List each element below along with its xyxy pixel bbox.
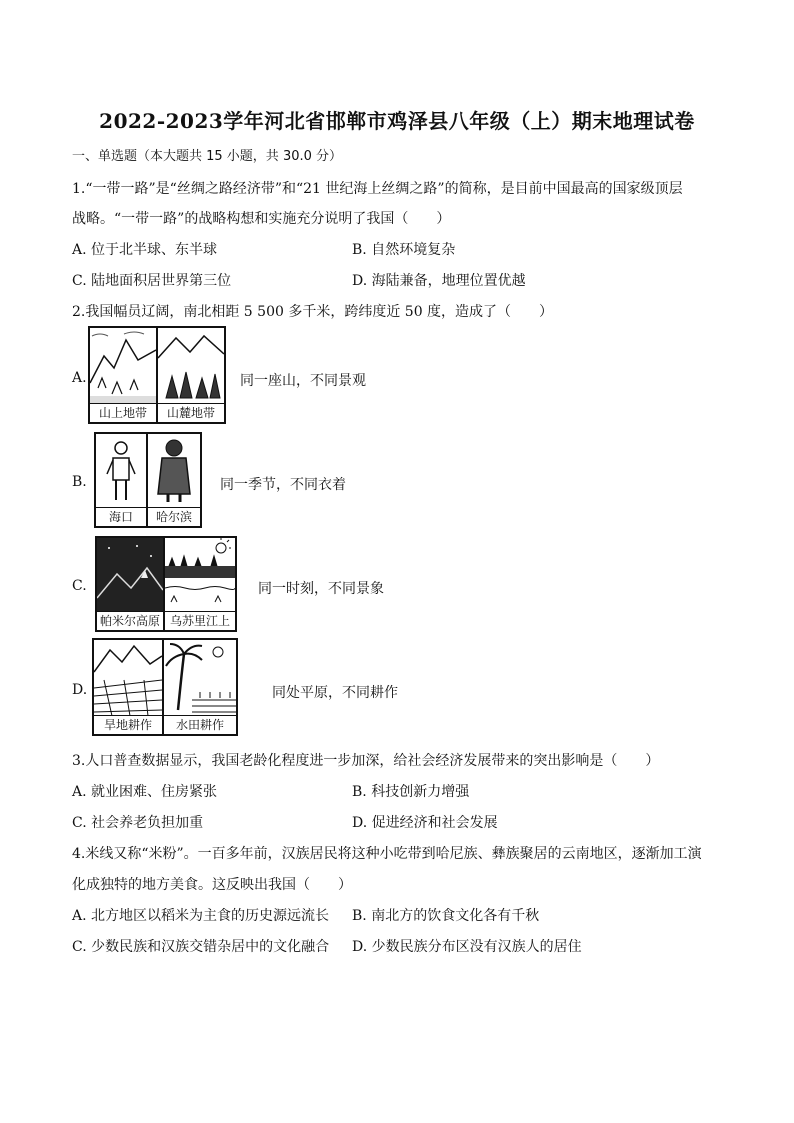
mountain-illustration [90, 328, 156, 404]
q2-stem: 2.我国幅员辽阔，南北相距 5 500 多千米，跨纬度近 50 度，造成了（ ） [72, 304, 554, 320]
q2-d-caption-1: 旱地耕作 [94, 715, 162, 734]
q2-b-picture-haikou [94, 432, 148, 528]
q2-d-caption-2: 水田耕作 [164, 715, 236, 734]
q3-option-a: A. 就业困难、住房紧张 [72, 784, 218, 800]
river-day-scene-illustration [165, 538, 235, 612]
q2-c-picture-pamir [95, 536, 165, 632]
q2-c-caption-2: 乌苏里江上 [165, 611, 235, 630]
q4-option-b: B. 南北方的饮食文化各有千秋 [352, 908, 540, 924]
q2-b-caption-1: 海口 [96, 507, 146, 526]
q2-a-caption-2: 山麓地带 [158, 403, 224, 422]
q4-option-a: A. 北方地区以稻米为主食的历史源远流长 [72, 908, 330, 924]
q2-b-caption-2: 哈尔滨 [148, 507, 200, 526]
q2-option-d-text: 同处平原，不同耕作 [272, 685, 398, 701]
q2-c-picture-wusuli [163, 536, 237, 632]
q2-a-caption-1: 山上地带 [90, 403, 156, 422]
q1-option-a: A. 位于北半球、东半球 [72, 242, 218, 258]
q3-option-d: D. 促进经济和社会发展 [352, 815, 498, 831]
q4-stem-line2: 化成独特的地方美食。这反映出我国（ ） [72, 877, 352, 893]
q1-option-d: D. 海陆兼备，地理位置优越 [352, 273, 526, 289]
q1-option-c: C. 陆地面积居世界第三位 [72, 273, 232, 289]
q1-stem-line1: 1.“一带一路”是“丝绸之路经济带”和“21 世纪海上丝绸之路”的简称，是目前中国最高的国家级顶层 [72, 181, 683, 197]
section-heading: 一、单选题（本大题共 15 小题，共 30.0 分） [72, 149, 343, 164]
dry-field-illustration [94, 640, 162, 716]
q2-a-picture-mountain-foot [156, 326, 226, 424]
q2-option-a-text: 同一座山，不同景观 [240, 373, 366, 389]
q2-option-a-letter: A. [72, 370, 87, 386]
night-scene-illustration [97, 538, 163, 612]
q2-option-b-text: 同一季节，不同衣着 [220, 477, 346, 493]
q2-a-picture-mountain-top [88, 326, 158, 424]
q4-stem-line1: 4.米线又称“米粉”。一百多年前，汉族居民将这种小吃带到哈尼族、彝族聚居的云南地区，逐渐加工演 [72, 846, 702, 862]
q2-option-d-letter: D. [72, 682, 88, 698]
q2-option-c-text: 同一时刻，不同景象 [258, 581, 384, 597]
forest-illustration [158, 328, 224, 404]
q4-option-d: D. 少数民族分布区没有汉族人的居住 [352, 939, 582, 955]
q3-option-c: C. 社会养老负担加重 [72, 815, 204, 831]
q1-option-b: B. 自然环境复杂 [352, 242, 456, 258]
page-title: 2022-2023学年河北省邯郸市鸡泽县八年级（上）期末地理试卷 [99, 109, 695, 133]
q2-option-c-letter: C. [72, 578, 87, 594]
q2-d-picture-paddy-farming [162, 638, 238, 736]
q2-option-b-letter: B. [72, 474, 87, 490]
q3-option-b: B. 科技创新力增强 [352, 784, 470, 800]
q2-c-caption-1: 帕米尔高原 [97, 611, 163, 630]
q4-option-c: C. 少数民族和汉族交错杂居中的文化融合 [72, 939, 330, 955]
paddy-field-illustration [164, 640, 236, 716]
person-heavy-clothes-illustration [148, 434, 200, 508]
q1-stem-line2: 战略。“一带一路”的战略构想和实施充分说明了我国（ ） [72, 211, 451, 227]
q3-stem: 3.人口普查数据显示，我国老龄化程度进一步加深，给社会经济发展带来的突出影响是（ ） [72, 753, 660, 769]
person-light-clothes-illustration [96, 434, 146, 508]
q2-b-picture-harbin [146, 432, 202, 528]
q2-d-picture-dry-farming [92, 638, 164, 736]
